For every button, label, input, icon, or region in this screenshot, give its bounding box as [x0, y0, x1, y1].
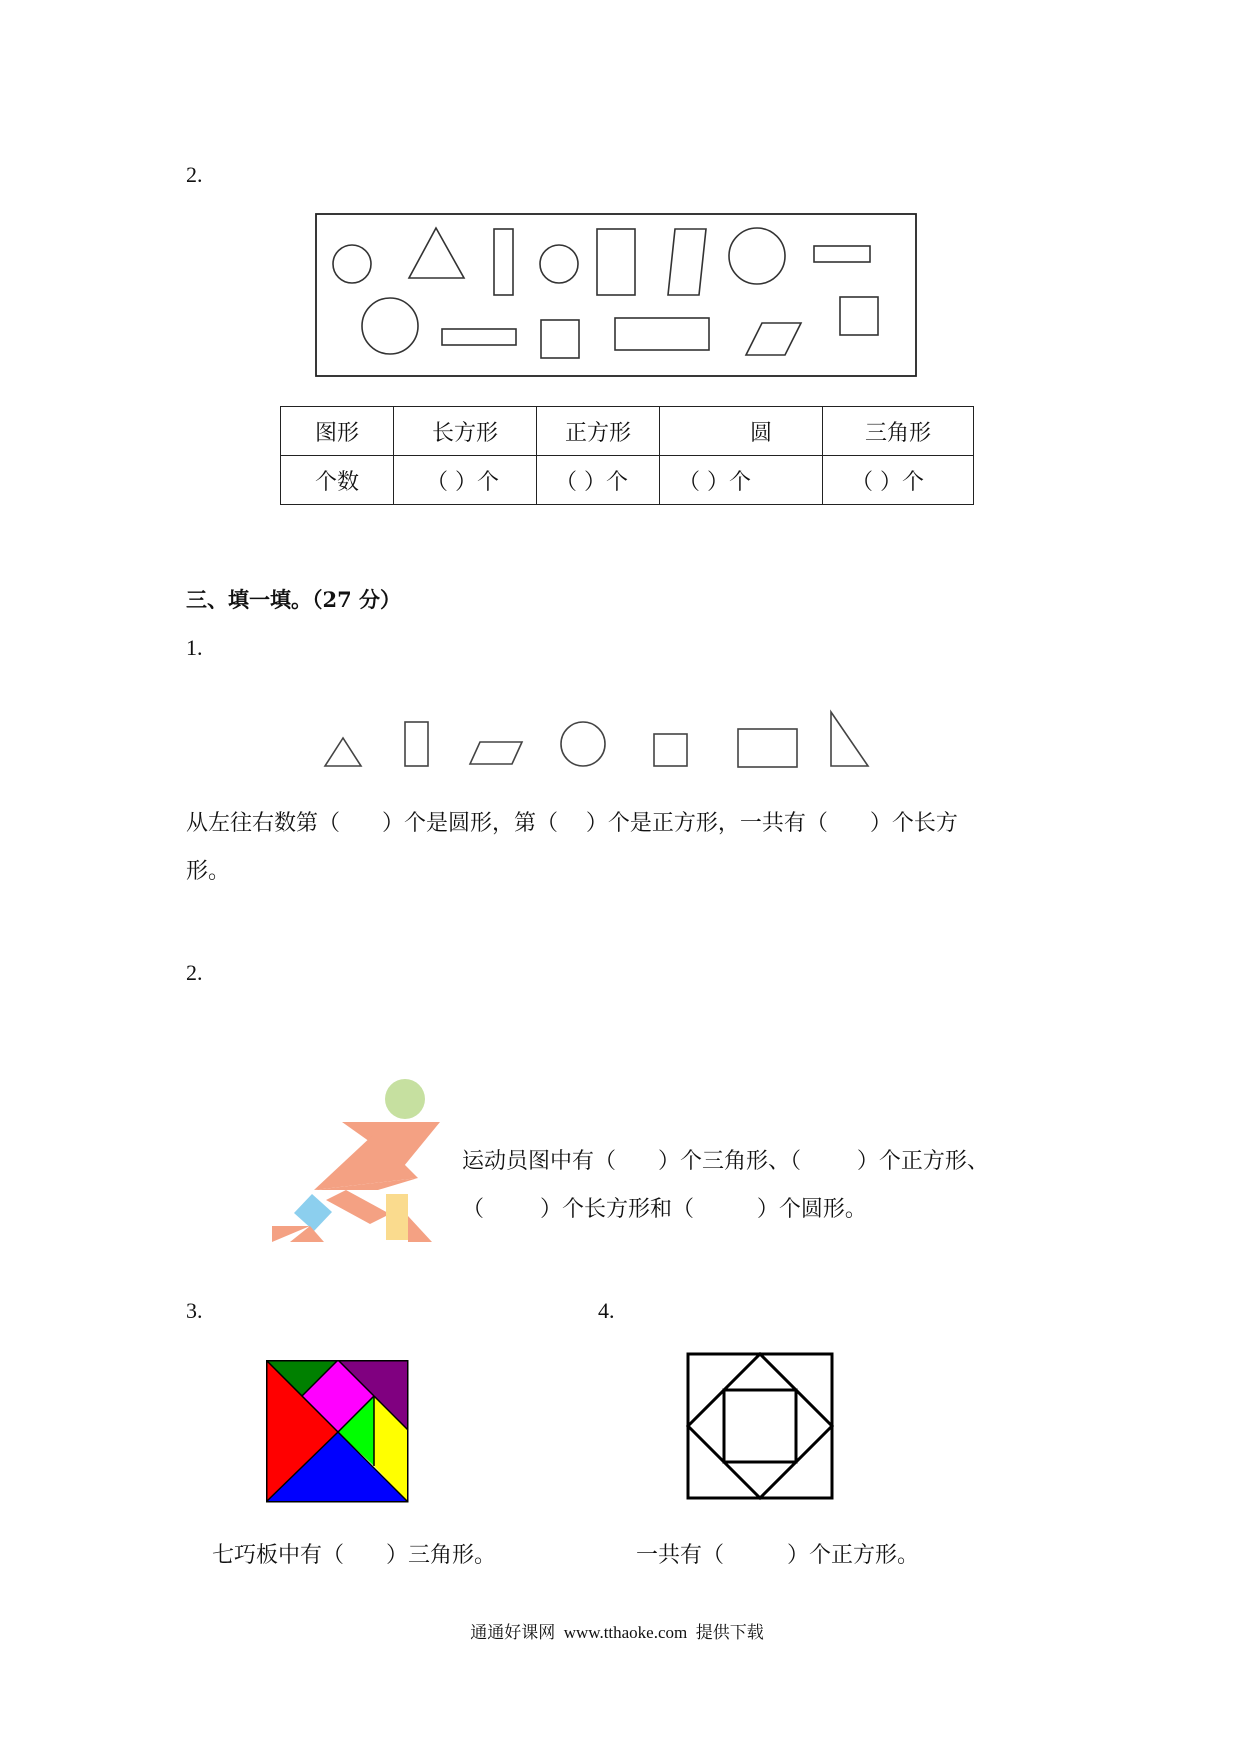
question-number: 3. — [186, 1298, 203, 1323]
right-triangle-shape — [831, 712, 868, 766]
question-number: 2. — [186, 162, 203, 187]
table-cell: （ ）个 — [537, 456, 660, 505]
triangle-shape — [409, 228, 464, 278]
square-shape — [541, 320, 579, 358]
square-shape — [654, 734, 687, 766]
parallelogram-shape — [746, 323, 801, 355]
table-cell: （ ）个 — [660, 456, 823, 505]
square-piece — [294, 1194, 332, 1231]
table-cell: （ ）个 — [394, 456, 537, 505]
count-table — [280, 406, 974, 505]
section-title: 三、填一填。（27 分） — [186, 587, 402, 612]
table-cell: 三角形 — [823, 407, 974, 456]
parallelogram-shape — [668, 229, 706, 295]
rectangle-shape — [494, 229, 513, 295]
page-footer: 通通好课网 www.tthaoke.com 提供下载 — [470, 1623, 764, 1642]
head-circle — [385, 1079, 425, 1119]
triangle-piece — [408, 1216, 432, 1242]
question-text: 运动员图中有（ ）个三角形、（ ）个正方形、 — [462, 1149, 989, 1174]
rectangle-shape — [597, 229, 635, 295]
question-number: 4. — [598, 1298, 615, 1323]
rectangle-piece — [386, 1194, 408, 1240]
rectangle-shape — [814, 246, 870, 262]
question-number: 2. — [186, 960, 203, 985]
rectangle-shape — [442, 329, 516, 345]
circle-shape — [561, 722, 605, 766]
rectangle-shape — [738, 729, 797, 767]
table-cell: 图形 — [281, 407, 394, 456]
circle-shape — [333, 245, 371, 283]
question-number: 1. — [186, 635, 203, 660]
nested-squares-figure — [686, 1352, 836, 1502]
table-cell: 圆 — [660, 407, 823, 456]
shape-sequence-figure — [0, 690, 1234, 770]
question-text: （ ）个长方形和（ ）个圆形。 — [462, 1197, 867, 1222]
shapes-box-figure — [0, 0, 1234, 400]
outer-square — [688, 1354, 832, 1498]
table-row — [281, 407, 974, 456]
circle-shape — [729, 228, 785, 284]
triangle-shape — [325, 738, 361, 766]
inner-square — [724, 1390, 796, 1462]
parallelogram-shape — [470, 742, 522, 764]
table-cell: 正方形 — [537, 407, 660, 456]
parallelogram-piece — [326, 1190, 390, 1224]
rectangle-shape — [405, 722, 428, 766]
question-text: 七巧板中有（ ）三角形。 — [212, 1543, 496, 1568]
diamond-square — [688, 1354, 832, 1498]
table-cell: 长方形 — [394, 407, 537, 456]
circle-shape — [540, 245, 578, 283]
rectangle-shape — [615, 318, 709, 350]
square-shape — [840, 297, 878, 335]
tangram-figure — [266, 1360, 411, 1505]
question-text: 形。 — [186, 859, 231, 884]
table-row — [281, 456, 974, 505]
table-cell: （ ）个 — [823, 456, 974, 505]
circle-shape — [362, 298, 418, 354]
question-text: 一共有（ ）个正方形。 — [636, 1543, 919, 1568]
question-text: 从左往右数第（ ）个是圆形，第（ ）个是正方形，一共有（ ）个长方 — [186, 811, 958, 836]
athlete-figure — [270, 1076, 450, 1246]
table-cell: 个数 — [281, 456, 394, 505]
